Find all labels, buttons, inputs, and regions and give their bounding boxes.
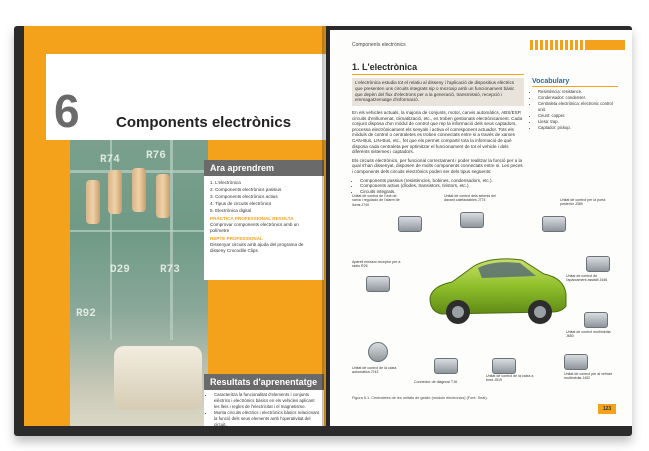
- figure-label: Connector de diagnosi T16: [414, 380, 458, 384]
- chapter-title: Components electrònics: [116, 114, 292, 131]
- practice-title: PRÀCTICA PROFESSIONAL RESOLTA: [210, 216, 294, 221]
- ecu-module: [586, 256, 610, 272]
- outcome-item: • Caracteritza la funcionalitat d'elements i conjunts elèctrics i electrònics bàsics en els vehicles aplicant les lleis i regles de l'electricitat i el magnetisme.: [214, 392, 320, 410]
- car-figure: [352, 194, 618, 394]
- section-title: 1. L'electrònica: [352, 62, 418, 72]
- intro-box: L'electrònica estudia tot el relatiu al disseny i l'aplicació de dispositius elèctrics que presenten uns circuits integrats sip o microxip amb un funcionament bàsic que depèn del flux d'electrons per a la generació, transmissió, recepció i emmagatzematge d'informació.: [352, 78, 524, 106]
- ecu-module: [584, 312, 608, 328]
- vocabulary-item: • Captador: pickup.: [538, 125, 618, 131]
- body-text: [352, 110, 524, 194]
- vocabulary-item: • Condensador: condenser.: [538, 95, 618, 101]
- ecu-module: [366, 276, 390, 292]
- learning-item: 3. Components electrònics actius: [210, 194, 278, 199]
- running-head: Components electrònics: [352, 42, 406, 48]
- right-page: [330, 30, 632, 426]
- figure-label: Unitat de control per la porta posterior J389: [560, 198, 606, 207]
- bullet-item: • Components actius (díodes, transistors, tiristors, etc.).: [360, 183, 524, 189]
- car-illustration: [422, 246, 572, 328]
- learning-outcomes-title: Resultats d'aprenentatge: [204, 374, 324, 390]
- ecu-module: [434, 358, 458, 374]
- paragraph: En els vehicles actuals, la majoria de conjunts, motor, canvis automàtics, ABS/ESP, circuits d'enllumenat, climatització, etc., es troben gestionats electrònicament. Cada conjunt disposa d'un mòdul de control que rep la informació dels seus captadors, processa electrònicament els senyals i activa el corresponent actuador. Tots els mòduls de control o centraletes es troben connectats entre si a través de xarxes CAN-Bus, LIN-Bus, etc., fet que els permet compartir tota la informació de què disposa cada centraleta per optimitzar el funcionament de tot el vehicle i dels diferents sistemes i captadors.: [352, 110, 523, 155]
- repte-title: REPTE PROFESSIONAL: [210, 236, 263, 241]
- ecu-module: [460, 212, 484, 228]
- outcome-item: • Munta circuits elèctrics i electrònics bàsics relacionant la funció dels seus elements amb l'operativitat del circuit.: [214, 410, 320, 426]
- photo-label: R92: [76, 308, 96, 320]
- repte-text: Dissenyar circuits amb ajuda del programa de disseny Crocodile Clips: [210, 242, 304, 253]
- learning-goals-box: [204, 160, 324, 280]
- vocabulary-item: • Resistència: resistance.: [538, 89, 618, 95]
- ecu-module: [398, 216, 422, 232]
- bullet-item: • Components passius (resistències, bobines, condensadors, etc.).: [360, 178, 524, 184]
- capacitor: [114, 346, 202, 410]
- learning-item: 1. L'electrònica: [210, 180, 241, 185]
- photo-label: R74: [100, 154, 120, 166]
- paragraph: Els circuits electrònics, per funcional correctament i poder realitzar la funció per a la qual s'han dissenyat, disposen de molts components connectats entre si. Les peces i components dels circuits electrònics poden ser dels tipus següents:: [352, 157, 523, 174]
- photo-label: R73: [160, 264, 180, 276]
- circuit-board-photo: [70, 140, 208, 426]
- bullet-item: • Circuits integrats.: [360, 189, 524, 195]
- learning-goals-title: Ara aprendrem: [204, 160, 324, 176]
- practice-text: Comprovar components electrònics amb un polímetre: [210, 222, 299, 233]
- photo-label: D29: [110, 264, 130, 276]
- learning-item: 5. Electrònica digital: [210, 208, 252, 213]
- photo-label: R76: [146, 150, 166, 162]
- learning-item: 4. Tipus de circuits electrònics: [210, 201, 272, 206]
- vocabulary-item: • Llesa: trap.: [538, 119, 618, 125]
- figure-label: Unitat de control de l'unit de xarxa i regulació de l'alarm de llums J740: [352, 194, 400, 207]
- ecu-module: [492, 358, 516, 374]
- figure-label: Unitat de control de la caixa a bord J519: [486, 374, 534, 383]
- vocabulary-title: Vocabulary: [532, 78, 618, 87]
- chapter-number: 6: [54, 85, 79, 137]
- learning-item: 2. Components electrònics passius: [210, 187, 282, 192]
- page-number: 123: [598, 404, 616, 414]
- figure-label: Aparell emissor-receptor per a ràdio R26: [352, 260, 401, 269]
- ecu-module: [542, 216, 566, 232]
- header-stripe: [530, 40, 625, 50]
- figure-caption: Figura 6.1. Centraletes de les unitats de gestió (mòduls electrònics) (Font: Seat).: [352, 396, 488, 400]
- figure-label: Unitat de control per al vehicle multimèdia J452: [564, 372, 613, 381]
- ecu-module: [564, 354, 588, 370]
- learning-outcomes-box: [204, 374, 324, 426]
- vocabulary-item: • Centraleta electrònica: electronic control unit.: [538, 101, 618, 113]
- figure-label: Unitat de control de la caixa automàtica J743: [352, 366, 397, 375]
- vocabulary-box: [532, 78, 618, 131]
- left-page: [24, 26, 326, 426]
- figure-label: Unitat de control multimèdia J650: [566, 330, 611, 339]
- figure-label: Unitat de control dels seients del davant calefactables J774: [444, 194, 496, 203]
- ecu-module: [368, 342, 388, 362]
- figure-label: Unitat de control de l'aparcament assistit J446: [566, 274, 608, 283]
- vocabulary-item: • Ceunt: copper.: [538, 113, 618, 119]
- section-rule: [352, 74, 524, 75]
